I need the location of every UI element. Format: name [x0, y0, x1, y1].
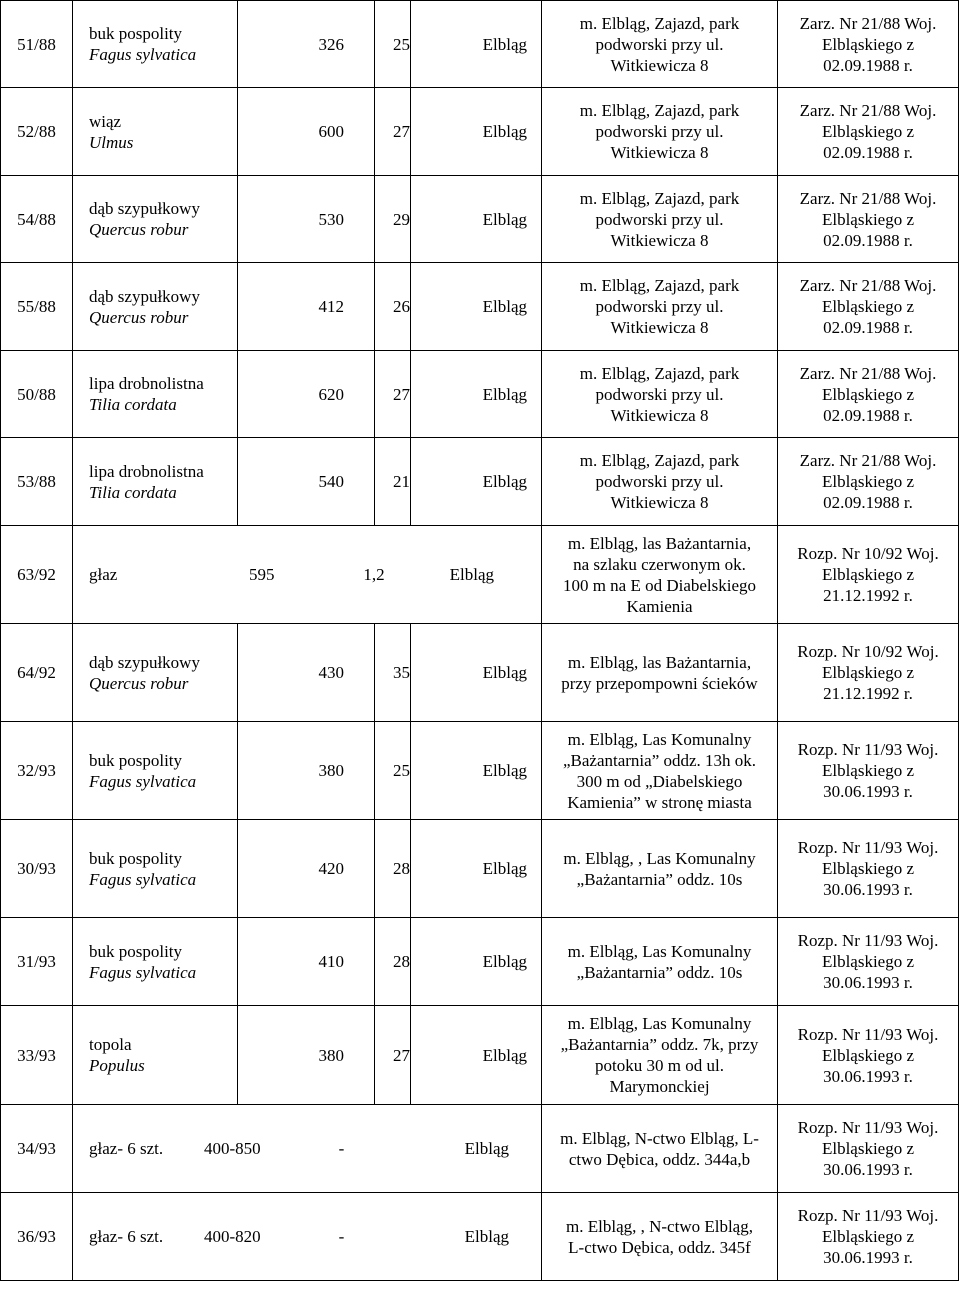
height: 28 — [375, 918, 411, 1006]
description-line: m. Elbląg, Las Komunalny — [567, 941, 752, 961]
table-row — [1, 1006, 959, 1105]
legal-act — [778, 176, 959, 263]
species-name — [73, 624, 238, 722]
location-description — [542, 526, 778, 624]
height: 27 — [375, 88, 411, 176]
legal-act-line: Elbląskiego z — [821, 384, 915, 404]
location-description — [542, 820, 778, 918]
legal-act-line: Elbląskiego z — [821, 565, 915, 584]
legal-act — [778, 263, 959, 351]
legal-act — [778, 1006, 959, 1105]
description-line: m. Elbląg, Las Komunalny — [567, 1014, 752, 1033]
table-row — [1, 88, 959, 176]
location-town: Elbląg — [449, 565, 494, 584]
location-town: Elbląg — [411, 1006, 542, 1105]
object-values — [89, 564, 541, 585]
circumference: 400-850 — [204, 1139, 261, 1158]
legal-act-line: Elbląskiego z — [821, 122, 915, 141]
latin-name: Fagus sylvatica — [89, 45, 197, 64]
species-name — [73, 263, 238, 351]
height: 1,2 — [363, 565, 385, 584]
legal-act-line: Zarz. Nr 21/88 Woj. — [799, 13, 937, 33]
object-summary — [73, 526, 542, 624]
species-name — [73, 351, 238, 438]
legal-act-line: Rozp. Nr 11/93 Woj. — [797, 931, 939, 950]
description-line: podworski przy ul. — [595, 384, 724, 404]
description-line: „Bażantarnia” oddz. 10s — [576, 869, 743, 889]
location-description — [542, 351, 778, 438]
description-line: Witkiewicza 8 — [610, 55, 709, 75]
description-line: potoku 30 m od ul. — [595, 1056, 724, 1075]
legal-act — [778, 722, 959, 820]
polish-name: buk pospolity — [89, 24, 183, 43]
description-line: m. Elbląg, Zajazd, park — [579, 101, 740, 120]
polish-name: buk pospolity — [89, 941, 183, 961]
circumference: 326 — [238, 1, 375, 88]
description-line: m. Elbląg, , N-ctwo Elbląg, — [566, 1216, 753, 1236]
legal-act-line: 30.06.1993 r. — [823, 782, 913, 801]
legal-act-line: 21.12.1992 r. — [823, 684, 913, 703]
height: 25 — [375, 1, 411, 88]
location-description — [542, 438, 778, 526]
description-line: Witkiewicza 8 — [610, 405, 709, 425]
table-row — [1, 1105, 959, 1193]
height: 27 — [375, 1006, 411, 1105]
latin-name: Populus — [89, 1056, 145, 1075]
legal-act-line: Rozp. Nr 11/93 Woj. — [797, 1118, 939, 1137]
circumference: 530 — [238, 176, 375, 263]
legal-act-line: Elbląskiego z — [821, 472, 915, 491]
legal-act-line: 02.09.1988 r. — [823, 230, 913, 250]
object-summary — [73, 1193, 542, 1281]
legal-act-line: 02.09.1988 r. — [823, 143, 913, 162]
legal-act-line: Rozp. Nr 10/92 Woj. — [797, 642, 939, 661]
circumference: 420 — [238, 820, 375, 918]
height: - — [338, 1139, 345, 1158]
legal-act-line: Rozp. Nr 11/93 Woj. — [797, 1206, 939, 1225]
table-row — [1, 918, 959, 1006]
register-number: 55/88 — [1, 263, 73, 351]
location-town: Elbląg — [411, 1, 542, 88]
circumference: 380 — [238, 1006, 375, 1105]
legal-act-line: 30.06.1993 r. — [823, 1160, 913, 1179]
location-town: Elbląg — [411, 263, 542, 351]
location-town: Elbląg — [411, 624, 542, 722]
register-number: 32/93 — [1, 722, 73, 820]
location-town: Elbląg — [464, 1227, 509, 1246]
legal-act-line: Zarz. Nr 21/88 Woj. — [799, 451, 937, 470]
description-line: m. Elbląg, las Bażantarnia, — [567, 533, 752, 553]
table-row — [1, 351, 959, 438]
description-line: m. Elbląg, Zajazd, park — [579, 13, 740, 33]
table-row — [1, 1, 959, 88]
legal-act — [778, 624, 959, 722]
polish-name: lipa drobnolistna — [89, 461, 204, 481]
species-name — [73, 176, 238, 263]
location-town: Elbląg — [411, 438, 542, 526]
legal-act-line: 21.12.1992 r. — [823, 586, 913, 605]
table-row — [1, 526, 959, 624]
latin-name: Ulmus — [89, 132, 134, 152]
height: - — [338, 1227, 345, 1246]
legal-act-line: Rozp. Nr 11/93 Woj. — [797, 1024, 939, 1044]
latin-name: Tilia cordata — [89, 395, 177, 414]
register-number: 63/92 — [1, 526, 73, 624]
legal-act — [778, 1193, 959, 1281]
legal-act-line: Elbląskiego z — [821, 663, 915, 682]
species-name — [73, 88, 238, 176]
location-description — [542, 1006, 778, 1105]
location-description — [542, 88, 778, 176]
description-line: Witkiewicza 8 — [610, 230, 709, 250]
location-description — [542, 1105, 778, 1193]
object-values — [89, 1138, 541, 1159]
circumference: 430 — [238, 624, 375, 722]
register-number: 30/93 — [1, 820, 73, 918]
latin-name: Tilia cordata — [89, 482, 177, 502]
latin-name: Fagus sylvatica — [89, 869, 197, 889]
register-number: 53/88 — [1, 438, 73, 526]
table-row — [1, 722, 959, 820]
legal-act — [778, 1, 959, 88]
table-row — [1, 176, 959, 263]
description-line: „Bażantarnia” oddz. 7k, przy — [560, 1035, 759, 1054]
legal-act — [778, 351, 959, 438]
description-line: przy przepompowni ścieków — [561, 673, 758, 693]
description-line: Marymonckiej — [609, 1077, 710, 1096]
description-line: „Bażantarnia” oddz. 13h ok. — [562, 750, 757, 770]
location-description — [542, 1, 778, 88]
height: 35 — [375, 624, 411, 722]
description-line: m. Elbląg, Zajazd, park — [579, 451, 740, 470]
legal-act-line: Elbląskiego z — [821, 952, 915, 971]
register-number: 51/88 — [1, 1, 73, 88]
species-name — [73, 820, 238, 918]
legal-act-line: Zarz. Nr 21/88 Woj. — [799, 363, 937, 383]
legal-act-line: 02.09.1988 r. — [823, 318, 913, 337]
legal-act — [778, 526, 959, 624]
polish-name: lipa drobnolistna — [89, 374, 204, 393]
polish-name: buk pospolity — [89, 848, 183, 868]
legal-act-line: Zarz. Nr 21/88 Woj. — [799, 101, 937, 120]
legal-act-line: 30.06.1993 r. — [823, 1248, 913, 1267]
table-row — [1, 624, 959, 722]
height: 27 — [375, 351, 411, 438]
location-town: Elbląg — [411, 918, 542, 1006]
location-description — [542, 624, 778, 722]
table-row — [1, 1193, 959, 1281]
legal-act-line: 02.09.1988 r. — [823, 55, 913, 75]
object-name: głaz- 6 szt. — [89, 1227, 164, 1246]
register-number: 52/88 — [1, 88, 73, 176]
legal-act-line: Elbląskiego z — [821, 209, 915, 229]
legal-act-line: Elbląskiego z — [821, 1045, 915, 1065]
latin-name: Fagus sylvatica — [89, 962, 197, 982]
description-line: Witkiewicza 8 — [610, 493, 709, 512]
legal-act-line: Elbląskiego z — [821, 761, 915, 780]
description-line: Witkiewicza 8 — [610, 143, 709, 162]
polish-name: buk pospolity — [89, 750, 183, 770]
legal-act-line: Zarz. Nr 21/88 Woj. — [799, 276, 937, 295]
description-line: m. Elbląg, Zajazd, park — [579, 363, 740, 383]
legal-act-line: Rozp. Nr 10/92 Woj. — [797, 544, 939, 563]
height: 28 — [375, 820, 411, 918]
table-body — [1, 1, 959, 1281]
legal-act — [778, 88, 959, 176]
legal-act — [778, 1105, 959, 1193]
latin-name: Quercus robur — [89, 307, 189, 327]
species-name — [73, 722, 238, 820]
location-town: Elbląg — [411, 820, 542, 918]
height: 29 — [375, 176, 411, 263]
legal-act-line: Elbląskiego z — [821, 297, 915, 316]
legal-act-line: Elbląskiego z — [821, 1227, 915, 1246]
description-line: podworski przy ul. — [595, 34, 724, 54]
description-line: podworski przy ul. — [595, 297, 724, 316]
legal-act — [778, 918, 959, 1006]
description-line: L-ctwo Dębica, oddz. 345f — [568, 1237, 751, 1257]
species-name — [73, 438, 238, 526]
location-description — [542, 263, 778, 351]
circumference: 412 — [238, 263, 375, 351]
location-town: Elbląg — [411, 88, 542, 176]
height: 26 — [375, 263, 411, 351]
register-number: 54/88 — [1, 176, 73, 263]
species-name — [73, 1006, 238, 1105]
description-line: m. Elbląg, las Bażantarnia, — [567, 652, 752, 672]
species-name — [73, 1, 238, 88]
description-line: „Bażantarnia” oddz. 10s — [576, 962, 743, 982]
table-row — [1, 263, 959, 351]
register-number: 31/93 — [1, 918, 73, 1006]
description-line: ctwo Dębica, oddz. 344a,b — [568, 1149, 751, 1169]
polish-name: topola — [89, 1035, 132, 1054]
register-number: 64/92 — [1, 624, 73, 722]
table-row — [1, 438, 959, 526]
object-values — [89, 1226, 541, 1247]
polish-name: dąb szypułkowy — [89, 199, 200, 218]
location-description — [542, 1193, 778, 1281]
description-line: Kamienia — [626, 596, 693, 616]
location-town: Elbląg — [411, 176, 542, 263]
latin-name: Fagus sylvatica — [89, 771, 197, 791]
description-line: 100 m na E od Diabelskiego — [562, 575, 757, 595]
latin-name: Quercus robur — [89, 673, 189, 693]
circumference: 400-820 — [204, 1227, 261, 1246]
legal-act-line: 02.09.1988 r. — [823, 493, 913, 512]
location-description — [542, 918, 778, 1006]
object-name: głaz- 6 szt. — [89, 1139, 164, 1158]
legal-act-line: 02.09.1988 r. — [823, 405, 913, 425]
description-line: m. Elbląg, N-ctwo Elbląg, L- — [560, 1128, 759, 1148]
description-line: podworski przy ul. — [595, 209, 724, 229]
legal-act-line: Rozp. Nr 11/93 Woj. — [797, 740, 939, 759]
description-line: m. Elbląg, Zajazd, park — [579, 276, 740, 295]
polish-name: wiąz — [89, 111, 122, 131]
legal-act-line: 30.06.1993 r. — [823, 1066, 913, 1086]
object-summary — [73, 1105, 542, 1193]
polish-name: dąb szypułkowy — [89, 652, 200, 672]
location-description — [542, 176, 778, 263]
legal-act-line: Elbląskiego z — [821, 1139, 915, 1158]
register-number: 36/93 — [1, 1193, 73, 1281]
description-line: m. Elbląg, Zajazd, park — [579, 188, 740, 208]
location-description — [542, 722, 778, 820]
height: 25 — [375, 722, 411, 820]
species-name — [73, 918, 238, 1006]
description-line: Witkiewicza 8 — [610, 318, 709, 337]
legal-act — [778, 438, 959, 526]
circumference: 595 — [249, 565, 275, 584]
height: 21 — [375, 438, 411, 526]
description-line: Kamienia” w stronę miasta — [567, 792, 752, 812]
description-line: m. Elbląg, Las Komunalny — [567, 729, 752, 749]
description-line: 300 m od „Diabelskiego — [576, 771, 743, 791]
table-row — [1, 820, 959, 918]
location-town: Elbląg — [411, 722, 542, 820]
register-number: 33/93 — [1, 1006, 73, 1105]
description-line: na szlaku czerwonym ok. — [573, 554, 746, 574]
register-number: 34/93 — [1, 1105, 73, 1193]
description-line: podworski przy ul. — [595, 472, 724, 491]
circumference: 600 — [238, 88, 375, 176]
legal-act-line: Elbląskiego z — [821, 859, 915, 878]
legal-act-line: 30.06.1993 r. — [823, 880, 913, 899]
latin-name: Quercus robur — [89, 220, 189, 239]
description-line: m. Elbląg, , Las Komunalny — [563, 848, 756, 868]
circumference: 410 — [238, 918, 375, 1006]
object-name: głaz — [89, 565, 118, 584]
legal-act — [778, 820, 959, 918]
legal-act-line: Zarz. Nr 21/88 Woj. — [799, 188, 937, 208]
location-town: Elbląg — [464, 1139, 509, 1158]
legal-act-line: Elbląskiego z — [821, 34, 915, 54]
polish-name: dąb szypułkowy — [89, 286, 200, 306]
circumference: 380 — [238, 722, 375, 820]
circumference: 620 — [238, 351, 375, 438]
legal-act-line: 30.06.1993 r. — [823, 973, 913, 992]
circumference: 540 — [238, 438, 375, 526]
description-line: podworski przy ul. — [595, 122, 724, 141]
location-town: Elbląg — [411, 351, 542, 438]
register-number: 50/88 — [1, 351, 73, 438]
legal-act-line: Rozp. Nr 11/93 Woj. — [797, 838, 939, 857]
